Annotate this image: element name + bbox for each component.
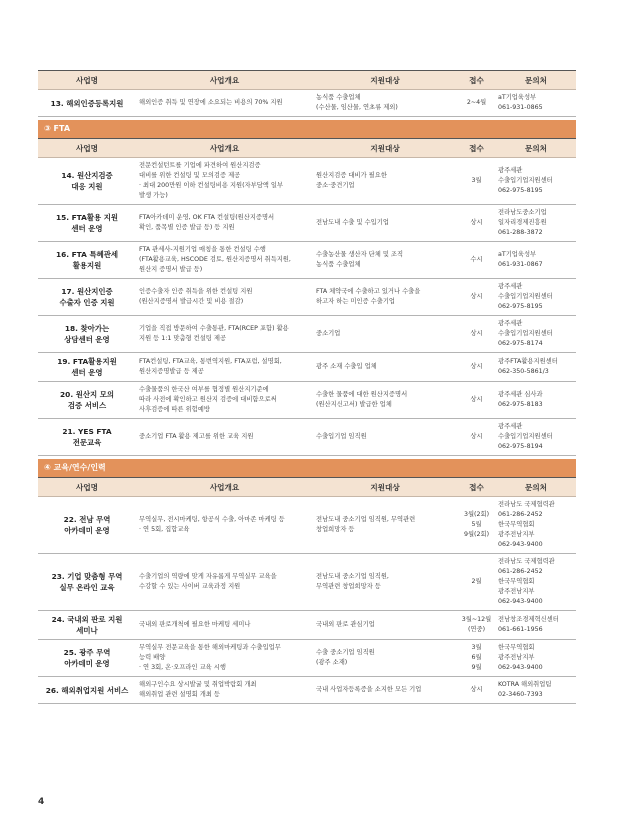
program-accept-period-cell (457, 158, 496, 205)
program-accept-period-line: 상시 (470, 330, 483, 337)
header-target: 지원대상 (313, 71, 457, 90)
program-overview-line: 대비를 위한 컨설팅 및 모의검증 제공 (139, 172, 241, 179)
support-program-table (38, 70, 576, 704)
program-accept-period-cell (457, 316, 496, 353)
program-overview-line: 원산지 증명서 발급 등) (139, 266, 203, 273)
program-target-line: FTA 체약국에 수출하고 있거나 수출을 (316, 288, 421, 295)
program-contact-line: 전남창조경제혁신센터 (498, 616, 559, 623)
program-overview-cell (136, 205, 313, 242)
table-row (38, 205, 576, 242)
program-target-cell (313, 382, 457, 419)
program-name-line: 14. 원산지검증 (61, 171, 113, 180)
program-contact-cell (496, 554, 576, 611)
program-contact-cell (496, 382, 576, 419)
program-target-line: 국내 사업자등록증을 소지한 모든 기업 (316, 686, 422, 693)
program-accept-period-line: (연중) (467, 626, 486, 633)
program-overview-line: (원산지증명서 발급시간 및 비용 절감) (139, 298, 244, 305)
table-row (38, 497, 576, 554)
header-contact: 문의처 (496, 71, 576, 90)
program-name-line: 아카데미 운영 (64, 659, 110, 668)
program-target-cell (313, 158, 457, 205)
table-row (38, 316, 576, 353)
header-business-name: 사업명 (38, 71, 136, 90)
program-overview-line: · 연 3회, 온·오프라인 교육 시행 (139, 664, 226, 671)
program-accept-period-cell (457, 353, 496, 382)
program-overview-cell (136, 554, 313, 611)
program-name-cell (38, 677, 136, 704)
program-target-line: 국내외 판로 관심기업 (316, 621, 375, 628)
program-name-line: 센터 운영 (71, 224, 103, 233)
program-overview-line: 해외구인수요 상시발굴 및 취업박람회 개최 (139, 681, 257, 688)
header-accept: 접수 (457, 71, 496, 90)
program-overview-line: 수출기업의 역량에 맞게 자유롭게 무역실무 교육을 (139, 573, 277, 580)
program-name-cell (38, 554, 136, 611)
program-name-cell (38, 242, 136, 279)
program-name-cell (38, 279, 136, 316)
header-target: 지원대상 (313, 139, 457, 158)
program-contact-line: 061-931-0867 (498, 261, 543, 268)
program-accept-period-line: 상시 (470, 363, 483, 370)
program-overview-cell (136, 242, 313, 279)
section-title-row (38, 120, 576, 139)
program-overview-cell (136, 640, 313, 677)
program-name-line: 수출자 인증 지원 (59, 298, 115, 307)
program-contact-line: aT기업육성부 (498, 94, 537, 101)
program-contact-line: 수출입기업지원센터 (498, 433, 553, 440)
program-contact-cell (496, 316, 576, 353)
program-accept-period-line: 상시 (470, 396, 483, 403)
program-name-line: 전문교육 (72, 438, 102, 447)
program-target-line: 농식품 수출업체 (316, 94, 361, 101)
program-overview-line: 확인, 품목별 인증 발급 등) 등 지원 (139, 224, 235, 231)
program-overview-cell (136, 677, 313, 704)
program-contact-line: 061-661-1956 (498, 626, 543, 633)
header-contact: 문의처 (496, 478, 576, 497)
program-target-line: 중소기업 (316, 330, 341, 337)
program-overview-line: 사후검증에 따른 위험예방 (139, 406, 210, 413)
header-business-name: 사업명 (38, 478, 136, 497)
program-contact-line: 수출입기업지원센터 (498, 293, 553, 300)
program-target-cell (313, 205, 457, 242)
page-number: 4 (38, 797, 45, 807)
program-accept-period-line: 9월(2회) (463, 531, 490, 538)
program-accept-period-line: 2~4월 (466, 99, 487, 106)
table-header-row (38, 478, 576, 497)
program-contact-cell (496, 242, 576, 279)
program-overview-cell (136, 611, 313, 640)
program-contact-cell (496, 497, 576, 554)
program-name-line: 23. 기업 맞춤형 무역 (51, 572, 123, 581)
table-row (38, 640, 576, 677)
header-overview: 사업개요 (136, 478, 313, 497)
program-target-line: 전남도내 중소기업 임직원, (316, 573, 389, 580)
program-name-line: 대응 지원 (71, 182, 103, 191)
program-contact-cell (496, 611, 576, 640)
program-accept-period-line: 3월~12월 (461, 616, 492, 623)
program-accept-period-line: 3월 (471, 644, 482, 651)
program-overview-line: 수강할 수 있는 사이버 교육과정 지원 (139, 583, 241, 590)
program-contact-line: 광주세관 (498, 283, 523, 290)
program-contact-line: 062-350-5861/3 (498, 368, 549, 375)
program-target-line: 수출한 물품에 대한 원산지증명서 (316, 391, 408, 398)
program-target-cell (313, 611, 457, 640)
program-overview-line: 지원 등 1:1 맞춤형 컨설팅 제공 (139, 335, 227, 342)
program-overview-cell (136, 279, 313, 316)
program-accept-period-line: 상시 (470, 686, 483, 693)
program-overview-cell (136, 419, 313, 456)
program-contact-line: 광주세관 (498, 167, 523, 174)
program-name-line: 17. 원산지인증 (61, 287, 113, 296)
program-accept-period-line: 6월 (471, 654, 482, 661)
program-accept-period-line: 수시 (470, 256, 483, 263)
header-overview: 사업개요 (136, 71, 313, 90)
program-target-cell (313, 90, 457, 117)
program-overview-line: 국내외 판로개척에 필요한 마케팅 세미나 (139, 621, 251, 628)
program-contact-line: 062-975-8183 (498, 401, 543, 408)
header-contact: 문의처 (496, 139, 576, 158)
program-contact-cell (496, 90, 576, 117)
program-contact-cell (496, 353, 576, 382)
program-accept-period-cell (457, 677, 496, 704)
program-accept-period-line: 9월 (471, 664, 482, 671)
program-target-cell (313, 242, 457, 279)
program-name-line: 24. 국내외 판로 지원 (51, 615, 123, 624)
program-overview-line: 해외취업 관련 설명회 개최 등 (139, 691, 220, 698)
program-target-line: 농식품 수출업체 (316, 261, 361, 268)
program-target-line: 중소·중견기업 (316, 182, 355, 189)
program-accept-period-line: 5월 (471, 521, 482, 528)
program-overview-cell (136, 382, 313, 419)
program-target-cell (313, 554, 457, 611)
program-contact-line: 전라남도중소기업 (498, 209, 547, 216)
program-accept-period-line: 상시 (470, 219, 483, 226)
program-name-line: 21. YES FTA (62, 427, 112, 436)
program-overview-cell (136, 497, 313, 554)
program-name-line: 18. 찾아가는 (64, 324, 110, 333)
program-target-cell (313, 419, 457, 456)
program-name-line: 19. FTA활용지원 (57, 357, 117, 366)
table-header-row (38, 139, 576, 158)
program-name-cell (38, 353, 136, 382)
program-overview-line: 발생 가능) (139, 192, 168, 199)
program-name-cell (38, 419, 136, 456)
support-program-table-page (38, 70, 576, 704)
program-accept-period-line: 3월 (471, 177, 482, 184)
program-contact-line: 061-288-3872 (498, 229, 543, 236)
program-name-cell (38, 158, 136, 205)
program-overview-line: FTA컨설팅, FTA교육, 통번역지원, FTA포럼, 설명회, (139, 358, 282, 365)
table-row (38, 382, 576, 419)
program-name-line: 상담센터 운영 (64, 335, 110, 344)
table-row (38, 242, 576, 279)
program-name-line: 16. FTA 특혜관세 (55, 250, 119, 259)
program-contact-line: 062-943-9400 (498, 598, 543, 605)
program-name-line: 세미나 (76, 626, 98, 635)
program-target-line: (광주 소재) (316, 659, 348, 666)
program-overview-line: 인증수출자 인증 취득을 위한 컨설팅 지원 (139, 288, 253, 295)
program-contact-line: 광주전남지부 (498, 654, 535, 661)
program-target-line: 하고자 하는 미인증 수출기업 (316, 298, 395, 305)
program-name-cell (38, 90, 136, 117)
program-overview-cell (136, 90, 313, 117)
program-name-cell (38, 497, 136, 554)
program-contact-line: 한국무역협회 (498, 521, 535, 528)
program-overview-line: (FTA활용교육, HSCODE 검토, 원산지증명서 취득지원, (139, 256, 291, 263)
program-contact-line: 전라남도 국제협력관 (498, 558, 555, 565)
header-overview: 사업개요 (136, 139, 313, 158)
table-row (38, 554, 576, 611)
program-contact-line: aT기업육성부 (498, 251, 537, 258)
table-row (38, 279, 576, 316)
program-contact-line: 광주세관 심사과 (498, 391, 543, 398)
section-title-row (38, 459, 576, 478)
program-overview-cell (136, 316, 313, 353)
program-name-line: 아카데미 운영 (64, 526, 110, 535)
program-name-cell (38, 205, 136, 242)
program-contact-line: 광주세관 (498, 320, 523, 327)
program-contact-line: 광주세관 (498, 423, 523, 430)
program-name-cell (38, 316, 136, 353)
program-name-line: 26. 해외취업지원 서비스 (45, 685, 129, 695)
program-name-line: 15. FTA활용 지원 (55, 213, 119, 222)
program-accept-period-line: 2월 (471, 578, 482, 585)
program-accept-period-line: 3월(2회) (463, 511, 490, 518)
program-contact-line: 061-286-2452 (498, 511, 543, 518)
table-row (38, 158, 576, 205)
header-accept: 접수 (457, 139, 496, 158)
program-contact-cell (496, 419, 576, 456)
program-contact-line: 일자리경제진흥원 (498, 219, 547, 226)
program-overview-line: · 최대 200만원 이하 컨설팅비용 지원(자부담액 일부 (139, 182, 284, 189)
program-overview-line: 해외인증 취득 및 연장에 소요되는 비용의 70% 지원 (139, 99, 283, 106)
program-accept-period-cell (457, 205, 496, 242)
program-overview-line: 원산지증명발급 등 제공 (139, 368, 204, 375)
program-contact-line: 광주전남지부 (498, 531, 535, 538)
program-accept-period-cell (457, 554, 496, 611)
program-contact-line: 062-975-8195 (498, 303, 543, 310)
program-accept-period-cell (457, 242, 496, 279)
program-contact-cell (496, 677, 576, 704)
program-name-line: 센터 운영 (71, 368, 103, 377)
program-target-line: (원산지신고서) 발급한 업체 (316, 401, 392, 408)
program-accept-period-cell (457, 419, 496, 456)
program-target-line: 무역관련 창업희망자 등 (316, 583, 381, 590)
program-target-line: 전남도내 중소기업 임직원, 무역관련 (316, 516, 416, 523)
program-accept-period-cell (457, 497, 496, 554)
program-target-line: 광주 소재 수출입 업체 (316, 363, 377, 370)
program-overview-line: 기업을 직접 방문하여 수출통관, FTA(RCEP 포함) 활용 (139, 325, 289, 332)
program-target-cell (313, 316, 457, 353)
program-name-line: 실무 온라인 교육 (59, 583, 115, 592)
program-contact-cell (496, 279, 576, 316)
program-name-line: 13. 해외인증등록지원 (50, 98, 124, 108)
table-row (38, 611, 576, 640)
program-target-line: (수산물, 임산물, 연초류 제외) (316, 104, 398, 111)
program-name-line: 활용지원 (72, 261, 102, 270)
program-overview-line: 무역실무, 전시마케팅, 항공식 수출, 아마존 마케팅 등 (139, 516, 285, 523)
program-target-line: 수출 중소기업 임직원 (316, 649, 375, 656)
table-row (38, 419, 576, 456)
program-target-line: 원산지검증 대비가 필요한 (316, 172, 387, 179)
program-contact-line: 한국무역협회 (498, 578, 535, 585)
program-overview-line: FTA 관세사-지원기업 매칭을 통한 컨설팅 수행 (139, 246, 266, 253)
program-contact-line: 수출입기업지원센터 (498, 177, 553, 184)
table-row (38, 677, 576, 704)
program-target-cell (313, 497, 457, 554)
program-accept-period-cell (457, 640, 496, 677)
program-overview-line: FTA아카데미 운영, OK FTA 컨설팅(원산지증명서 (139, 214, 275, 221)
program-contact-line: 062-975-8194 (498, 443, 543, 450)
header-target: 지원대상 (313, 478, 457, 497)
program-contact-line: 061-286-2452 (498, 568, 543, 575)
program-name-line: 검증 서비스 (67, 401, 107, 410)
program-contact-line: 광주FTA활용지원센터 (498, 358, 558, 365)
program-overview-line: 무역실무 전문교육을 통한 해외마케팅과 수출입업무 (139, 644, 281, 651)
program-name-line: 25. 광주 무역 (63, 648, 111, 657)
program-contact-line: 수출입기업지원센터 (498, 330, 553, 337)
table-row (38, 90, 576, 117)
program-overview-line: · 연 5회, 집합교육 (139, 526, 190, 533)
program-accept-period-cell (457, 279, 496, 316)
program-overview-cell (136, 158, 313, 205)
program-accept-period-cell (457, 611, 496, 640)
program-overview-line: 따라 사전에 확인하고 원산지 검증에 대비함으로써 (139, 396, 277, 403)
program-target-line: 수출입기업 임직원 (316, 433, 367, 440)
program-contact-line: KOTRA 해외취업팀 (498, 681, 552, 688)
program-contact-line: 061-931-0865 (498, 104, 543, 111)
program-name-cell (38, 382, 136, 419)
table-row (38, 353, 576, 382)
program-contact-line: 전라남도 국제협력관 (498, 501, 555, 508)
program-overview-line: 중소기업 FTA 활용 제고를 위한 교육 지원 (139, 433, 254, 440)
program-accept-period-line: 상시 (470, 293, 483, 300)
program-contact-line: 02-3460-7393 (498, 691, 543, 698)
program-contact-line: 062-943-9400 (498, 541, 543, 548)
program-target-line: 수출농산물 생산자 단체 및 조직 (316, 251, 404, 258)
program-overview-cell (136, 353, 313, 382)
program-name-cell (38, 611, 136, 640)
program-contact-line: 062-975-8195 (498, 187, 543, 194)
program-accept-period-cell (457, 382, 496, 419)
table-header-row (38, 71, 576, 90)
program-overview-line: 전문컨설턴트를 기업에 파견하여 원산지검증 (139, 162, 261, 169)
program-overview-line: 능력 배양 (139, 654, 166, 661)
program-contact-line: 광주전남지부 (498, 588, 535, 595)
program-contact-line: 062-975-8174 (498, 340, 543, 347)
program-name-line: 20. 원산지 모의 (60, 390, 114, 399)
program-contact-line: 한국무역협회 (498, 644, 535, 651)
header-business-name: 사업명 (38, 139, 136, 158)
program-overview-line: 수출물품의 한국산 여부를 협정별 원산지기준에 (139, 386, 269, 393)
program-name-line: 22. 전남 무역 (63, 515, 111, 524)
program-target-cell (313, 353, 457, 382)
header-accept: 접수 (457, 478, 496, 497)
section-title: ③ FTA (38, 120, 576, 139)
program-contact-line: 062-943-9400 (498, 664, 543, 671)
program-name-cell (38, 640, 136, 677)
program-target-cell (313, 640, 457, 677)
program-contact-cell (496, 205, 576, 242)
program-target-line: 전남도내 수출 및 수입기업 (316, 219, 389, 226)
program-target-line: 창업희망자 등 (316, 526, 355, 533)
section-title: ④ 교육/연수/인력 (38, 459, 576, 478)
program-target-cell (313, 677, 457, 704)
program-accept-period-line: 상시 (470, 433, 483, 440)
program-accept-period-cell (457, 90, 496, 117)
program-contact-cell (496, 640, 576, 677)
program-target-cell (313, 279, 457, 316)
program-contact-cell (496, 158, 576, 205)
